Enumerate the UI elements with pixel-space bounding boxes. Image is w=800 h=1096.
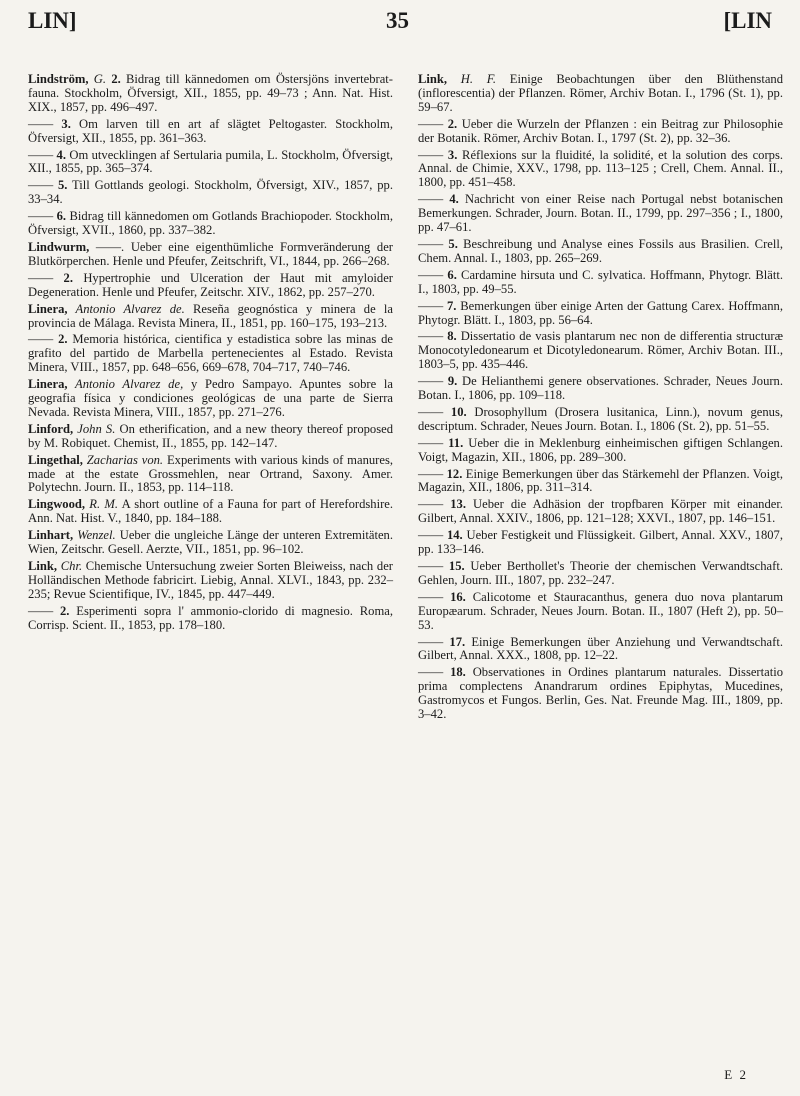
- bibliography-entry: [418, 529, 783, 557]
- entry-text: Einige Beobachtungen über den Blüthenstand (inflorescentia) der Pflanzen. Römer, Archiv Botan. I., 1796 (St. 1), pp. 59–67.: [418, 72, 783, 114]
- entry-dash: ——: [418, 528, 444, 543]
- entry-given-name: R. M.: [85, 497, 119, 512]
- entry-text: Dissertatio de vasis plantarum nec non de differentia structuræ Monocotyledonearum et Dicotyledonearum. Römer, Archiv Botan. III., 1803–5, pp. 435–446.: [418, 329, 783, 372]
- bibliography-entry: [28, 529, 393, 557]
- entry-dash: ——: [28, 178, 54, 193]
- entry-number: 15.: [443, 559, 465, 573]
- entry-dash: ——: [418, 634, 444, 649]
- entry-text: De Helianthemi genere observationes. Schrader, Neues Journ. Botan. I., 1806, pp. 109–118.: [418, 374, 784, 403]
- entry-text: Hypertrophie und Ulceration der Haut mit amyloider Degeneration. Henle und Pfeufer, Zeitschr. XIV., 1862, pp. 257–270.: [28, 270, 393, 299]
- entry-given-name: G.: [88, 72, 107, 86]
- bibliography-entry: [418, 269, 783, 297]
- entry-given-name: Zacharias von.: [82, 452, 164, 467]
- bibliography-entry: [418, 468, 783, 496]
- entry-given-name: Antonio Alvarez de.: [67, 301, 185, 316]
- entry-text: Reseña geognóstica y minera de la provincia de Málaga. Revista Minera, II., 1851, pp. 160–175, 193–213.: [28, 301, 394, 330]
- bibliography-entry: [28, 118, 393, 146]
- entry-text: Bidrag till kännedomen om Gotlands Brachiopoder. Stockholm, Öfversigt, XVII., 1860, pp. 337–382.: [28, 209, 394, 238]
- entry-number: 14.: [443, 528, 463, 543]
- bibliography-entry: [28, 210, 393, 238]
- entry-text: Esperimenti sopra l' ammonio-clorido di magnesio. Roma, Corrisp. Scient. II., 1853, pp. 178–180.: [28, 603, 394, 632]
- bibliography-entry: [418, 406, 783, 434]
- entry-dash: ——: [418, 192, 444, 207]
- entry-text: ——. Ueber eine eigenthümliche Formveränderung der Blutkörperchen. Henle und Pfeufer, Zeitschrift, VI., 1844, pp. 266–268.: [28, 239, 393, 268]
- entry-number: 4.: [53, 147, 66, 162]
- entry-number: 7.: [443, 298, 457, 313]
- entry-text: Experiments with various kinds of manures, made at the estate Grossmehlen, near Ortrand, Saxony. Amer. Polytechn. Journ. II., 1853, pp. 114–118.: [28, 452, 393, 495]
- entry-number: 3.: [443, 147, 458, 162]
- entry-given-name: Wenzel.: [73, 528, 116, 543]
- entry-text: Bemerkungen über einige Arten der Gattung Carex. Hoffmann, Phytogr. Blätt. I., 1803, pp. 56–64.: [418, 298, 784, 327]
- entry-text: y Pedro Sampayo. Apuntes sobre la geografia física y condiciones geológicas de una parte de Sierra Nevada. Revista Minera, VIII., 1857, pp. 271–276.: [28, 377, 394, 419]
- entry-dash: ——: [418, 267, 444, 282]
- entry-number: 10.: [443, 404, 467, 419]
- entry-number: 9.: [443, 374, 458, 389]
- bibliography-entry: [418, 498, 783, 526]
- entry-number: 6.: [53, 209, 67, 224]
- bibliography-entry: [28, 605, 393, 633]
- entry-number: 12.: [443, 466, 463, 481]
- entry-dash: ——: [418, 404, 444, 419]
- entry-text: Ueber Berthollet's Theorie der chemischen Verwandtschaft. Gehlen, Journ. III., 1807, pp. 232–247.: [418, 559, 783, 587]
- entry-dash: ——: [418, 589, 444, 604]
- bibliography-entry: [418, 149, 783, 191]
- entry-author: Link,: [28, 559, 58, 573]
- entry-text: Ueber die Adhäsion der tropfbaren Körper mit einander. Gilbert, Annal. XXIV., 1806, pp. 121–128; XXVI., 1807, pp. 146–151.: [418, 497, 783, 526]
- entry-dash: ——: [418, 435, 444, 450]
- entry-number: 13.: [443, 497, 466, 512]
- entry-text: A short outline of a Fauna for part of Herefordshire. Ann. Nat. Hist. V., 1840, pp. 184–188.: [28, 497, 393, 526]
- entry-number: 2.: [53, 332, 68, 347]
- entry-author: Linford,: [28, 421, 74, 436]
- entry-text: On etherification, and a new theory thereof proposed by M. Robiquet. Chemist, II., 1855, pp. 142–147.: [28, 421, 393, 450]
- entry-text: Till Gottlands geologi. Stockholm, Öfversigt, XIV., 1857, pp. 33–34.: [28, 178, 393, 207]
- entry-author: Linera,: [28, 377, 68, 392]
- bibliography-entry: [418, 73, 783, 115]
- entry-dash: ——: [418, 497, 444, 512]
- bibliography-entry: [28, 333, 393, 375]
- entry-dash: ——: [418, 374, 444, 389]
- entry-number: 3.: [53, 116, 71, 131]
- bibliography-entry: [418, 560, 783, 588]
- entry-number: 4.: [443, 192, 459, 207]
- bibliography-entry: [418, 437, 783, 465]
- entry-number: 2.: [443, 116, 458, 131]
- bibliography-entry: [418, 636, 783, 664]
- entry-text: Calicotome et Stauracanthus, genera duo nova plantarum Europæarum. Schrader, Neues Journ. Botan. II., 1807 (Heft 2), pp. 50–53.: [418, 589, 783, 632]
- bibliography-entry: [28, 73, 393, 115]
- entry-text: Om larven till en art af slägtet Peltogaster. Stockholm, Öfversigt, XII., 1855, pp. 361–363.: [28, 116, 394, 145]
- entry-text: Réflexions sur la fluidité, la solidité, et la solution des corps. Annal. de Chimie, XXV., 1798, pp. 113–125 ; Crell, Chem. Annal. II., 1800, pp. 451–458.: [418, 147, 783, 190]
- entry-dash: ——: [28, 332, 54, 347]
- entry-text: Bidrag till kännedomen om Östersjöns invertebrat-fauna. Stockholm, Öfversigt, XII., 1855, pp. 49–73 ; Ann. Nat. Hist. XIX., 1857, pp. 496–497.: [28, 72, 393, 114]
- entry-text: Observationes in Ordines plantarum naturales. Dissertatio prima complectens Anandrarum ordines Epiphytas, Mucedines, Gastromycos et Fungos. Berlin, Ges. Nat. Freunde Mag. III., 1809, pp. 3–42.: [418, 665, 784, 722]
- bibliography-entry: [418, 193, 783, 235]
- entry-dash: ——: [418, 116, 444, 131]
- entry-dash: ——: [418, 147, 444, 162]
- bibliography-entry: [418, 238, 783, 266]
- entry-dash: ——: [28, 209, 54, 224]
- entry-number: 2.: [53, 603, 70, 618]
- entry-dash: ——: [28, 270, 54, 285]
- entry-text: Einige Bemerkungen über das Stärkemehl der Pflanzen. Voigt, Magazin, XII., 1806, pp. 311–314.: [418, 466, 784, 495]
- entry-author: Link,: [418, 72, 448, 86]
- entry-number: 5.: [443, 236, 458, 251]
- page-number: 35: [386, 8, 409, 33]
- left-column: [28, 73, 393, 636]
- entry-dash: ——: [418, 559, 444, 573]
- entry-author: Linera,: [28, 301, 68, 316]
- bibliography-entry: [28, 560, 393, 602]
- bibliography-entry: [28, 454, 393, 496]
- entry-dash: ——: [418, 236, 444, 251]
- entry-number: 5.: [53, 178, 68, 193]
- entry-number: 11.: [443, 435, 464, 450]
- bibliography-entry: [418, 330, 783, 372]
- signature-mark: E 2: [724, 1067, 748, 1082]
- bibliography-entry: [418, 666, 783, 722]
- entry-dash: ——: [28, 147, 54, 162]
- entry-number: 6.: [443, 267, 457, 282]
- bibliography-entry: [418, 375, 783, 403]
- entry-text: Einige Bemerkungen über Anziehung und Verwandtschaft. Gilbert, Annal. XXX., 1808, pp. 12–22.: [418, 634, 783, 663]
- entry-given-name: H. F.: [447, 72, 497, 86]
- entry-dash: ——: [28, 603, 54, 618]
- entry-text: Om utvecklingen af Sertularia pumila, L. Stockholm, Öfversigt, XII., 1855, pp. 365–374.: [28, 147, 393, 176]
- header-left: LIN]: [28, 8, 77, 33]
- entry-given-name: Chr.: [57, 559, 83, 573]
- entry-author: Linhart,: [28, 528, 74, 543]
- running-header: [0, 8, 800, 48]
- bibliography-entry: [28, 179, 393, 207]
- entry-dash: ——: [418, 466, 444, 481]
- entry-text: Cardamine hirsuta und C. sylvatica. Hoffmann, Phytogr. Blätt. I., 1803, pp. 49–55.: [418, 267, 784, 296]
- bibliography-entry: [28, 272, 393, 300]
- right-column: [418, 73, 783, 725]
- bibliography-entry: [28, 498, 393, 526]
- bibliography-entry: [28, 149, 393, 177]
- entry-author: Lingwood,: [28, 497, 86, 512]
- bibliography-entry: [28, 378, 393, 420]
- entry-number: 18.: [443, 665, 466, 680]
- entry-author: Lindström,: [28, 72, 89, 86]
- entry-text: Memoria histórica, cientifica y estadistica sobre las minas de grafito del partido de Marbella pertenecientes al Estado. Revista Minera, VIII., 1857, pp. 648–656, 669–678, 704–717, 740–746.: [28, 332, 393, 375]
- entry-dash: ——: [418, 329, 444, 344]
- entry-author: Lindwurm,: [28, 239, 90, 254]
- entry-text: Ueber die ungleiche Länge der unteren Extremitäten. Wien, Zeitschr. Gesell. Aerzte, VII., 1851, pp. 96–102.: [28, 528, 393, 557]
- entry-dash: ——: [418, 665, 444, 680]
- entry-author: Lingethal,: [28, 452, 83, 467]
- bibliography-entry: [418, 118, 783, 146]
- entry-given-name: John S.: [73, 421, 116, 436]
- entry-number: 17.: [443, 634, 466, 649]
- entry-number: 8.: [443, 329, 457, 344]
- bibliography-entry: [28, 423, 393, 451]
- bibliography-entry: [418, 300, 783, 328]
- bibliography-entry: [418, 591, 783, 633]
- header-right: [LIN: [723, 8, 772, 33]
- entry-number: 2.: [53, 270, 73, 285]
- entry-text: Drosophyllum (Drosera lusitanica, Linn.), novum genus, descriptum. Schrader, Neues Journ. Botan. I., 1806 (St. 2), pp. 51–55.: [418, 404, 784, 433]
- entry-dash: ——: [28, 116, 54, 131]
- entry-dash: ——: [418, 298, 444, 313]
- entry-text: Ueber die Wurzeln der Pflanzen : ein Beitrag zur Philosophie der Botanik. Römer, Archiv Botan. I., 1797 (St. 2), pp. 32–36.: [418, 116, 784, 145]
- entry-text: Beschreibung und Analyse eines Fossils aus Brasilien. Crell, Chem. Annal. I., 1803, pp. 265–269.: [418, 236, 783, 265]
- entry-text: Nachricht von einer Reise nach Portugal nebst botanischen Bemerkungen. Schrader, Journ. Botan. II., 1799, pp. 297–356 ; I., 1800, pp. 47–61.: [418, 192, 784, 235]
- entry-number: 2.: [106, 72, 121, 86]
- entry-text: Chemische Untersuchung zweier Sorten Bleiweiss, nach der Holländischen Methode fabricirt. Liebig, Annal. XLVI., 1843, pp. 232–235; Revue Scientifique, IV., 1845, pp. 447–449.: [28, 559, 393, 601]
- entry-number: 16.: [443, 589, 466, 604]
- bibliography-entry: [28, 241, 393, 269]
- entry-text: Ueber die in Meklenburg einheimischen giftigen Schlangen. Voigt, Magazin, XII., 1806, pp. 289–300.: [418, 435, 783, 464]
- entry-given-name: Antonio Alvarez de,: [67, 377, 184, 392]
- entry-text: Ueber Festigkeit und Flüssigkeit. Gilbert, Annal. XXV., 1807, pp. 133–146.: [418, 528, 783, 557]
- bibliography-entry: [28, 303, 393, 331]
